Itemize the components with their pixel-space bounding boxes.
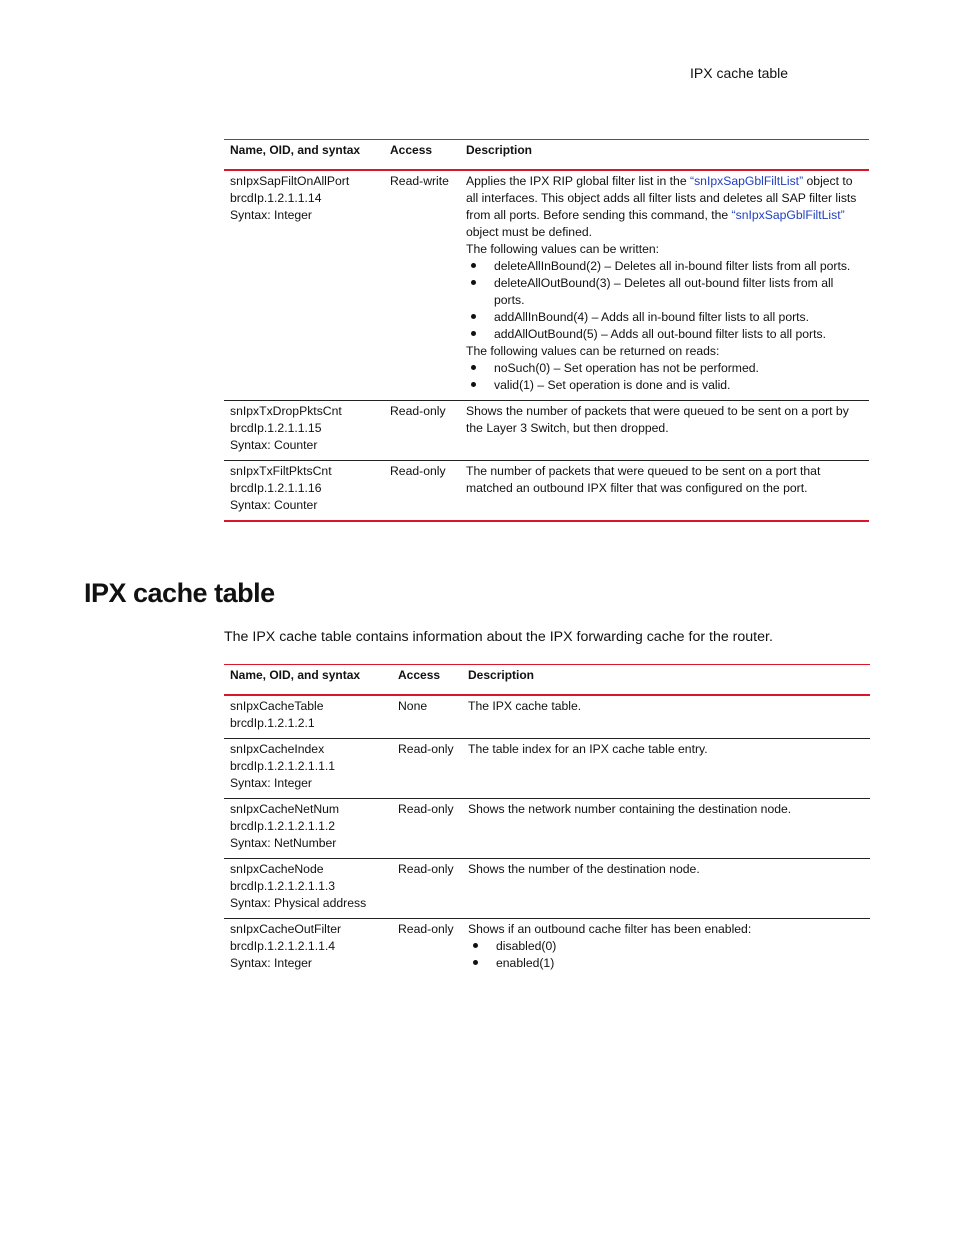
mib-table-ipx-port <box>224 139 869 522</box>
object-syntax: Syntax: Integer <box>230 208 312 222</box>
object-oid: brcdIp.1.2.1.2.1 <box>230 716 315 730</box>
table-row <box>224 799 870 859</box>
written-values-intro: The following values can be written: <box>466 242 660 256</box>
description-cell: Shows the number of packets that were queued to be sent on a port by the Layer 3 Switch, but then dropped. <box>460 401 869 461</box>
object-cell <box>224 170 384 401</box>
object-name: snIpxCacheIndex <box>230 742 325 756</box>
read-values-list <box>466 360 863 394</box>
access-cell: Read-only <box>392 859 462 919</box>
object-syntax: Syntax: NetNumber <box>230 836 337 850</box>
description-cell: The table index for an IPX cache table entry. <box>462 739 870 799</box>
table-header-row <box>224 140 869 171</box>
list-item: valid(1) – Set operation is done and is valid. <box>466 377 863 394</box>
table-row <box>224 170 869 401</box>
table-header-row <box>224 665 870 696</box>
table-row <box>224 919 870 979</box>
description-cell: Shows the network number containing the destination node. <box>462 799 870 859</box>
object-name: snIpxSapFiltOnAllPort <box>230 174 350 188</box>
object-cell <box>224 739 392 799</box>
column-header-name: Name, OID, and syntax <box>224 140 384 171</box>
object-cell <box>224 461 384 522</box>
object-syntax: Syntax: Counter <box>230 438 318 452</box>
list-item: noSuch(0) – Set operation has not be performed. <box>466 360 863 377</box>
access-cell: Read-only <box>392 739 462 799</box>
object-name: snIpxTxFiltPktsCnt <box>230 464 332 478</box>
object-oid: brcdIp.1.2.1.2.1.1.1 <box>230 759 336 773</box>
object-oid: brcdIp.1.2.1.1.15 <box>230 421 322 435</box>
table-row <box>224 859 870 919</box>
description-cell <box>462 919 870 979</box>
object-cell <box>224 859 392 919</box>
object-cell <box>224 919 392 979</box>
section-intro: The IPX cache table contains information about the IPX forwarding cache for the router. <box>224 629 773 645</box>
description-text: Shows if an outbound cache filter has been enabled: <box>468 922 752 936</box>
object-oid: brcdIp.1.2.1.2.1.1.4 <box>230 939 336 953</box>
link-snipxsapgblfiltlist[interactable]: “snIpxSapGblFiltList” <box>690 174 804 188</box>
object-cell <box>224 401 384 461</box>
column-header-description: Description <box>462 665 870 696</box>
object-oid: brcdIp.1.2.1.1.16 <box>230 481 322 495</box>
object-name: snIpxTxDropPktsCnt <box>230 404 342 418</box>
list-item: deleteAllOutBound(3) – Deletes all out-bound filter lists from all ports. <box>466 275 863 309</box>
column-header-description: Description <box>460 140 869 171</box>
table-row <box>224 739 870 799</box>
object-cell <box>224 695 392 739</box>
description-cell: The number of packets that were queued to be sent on a port that matched an outbound IPX filter that was configured on the port. <box>460 461 869 522</box>
table-row <box>224 695 870 739</box>
object-syntax: Syntax: Physical address <box>230 896 367 910</box>
description-cell: Shows the number of the destination node. <box>462 859 870 919</box>
description-cell: The IPX cache table. <box>462 695 870 739</box>
object-cell <box>224 799 392 859</box>
object-name: snIpxCacheTable <box>230 699 324 713</box>
list-item: enabled(1) <box>468 955 864 972</box>
object-name: snIpxCacheNode <box>230 862 324 876</box>
object-syntax: Syntax: Counter <box>230 498 318 512</box>
object-syntax: Syntax: Integer <box>230 776 312 790</box>
object-syntax: Syntax: Integer <box>230 956 312 970</box>
object-oid: brcdIp.1.2.1.2.1.1.2 <box>230 819 336 833</box>
object-oid: brcdIp.1.2.1.1.14 <box>230 191 322 205</box>
mib-table-ipx-cache <box>224 664 870 978</box>
table-row <box>224 461 869 522</box>
written-values-list <box>466 258 863 343</box>
column-header-access: Access <box>384 140 460 171</box>
table-row <box>224 401 869 461</box>
access-cell: None <box>392 695 462 739</box>
list-item: addAllOutBound(5) – Adds all out-bound filter lists to all ports. <box>466 326 863 343</box>
access-cell: Read-write <box>384 170 460 401</box>
description-text: Applies the IPX RIP global filter list in the “snIpxSapGblFiltList” object to all interfaces. This object adds all filter lists and deletes all SAP filter lists from all ports. Before sending this command, the “snIpxSapGblFiltList” object must be defined. <box>466 174 857 239</box>
object-oid: brcdIp.1.2.1.2.1.1.3 <box>230 879 336 893</box>
access-cell: Read-only <box>398 922 454 936</box>
list-item: deleteAllInBound(2) – Deletes all in-bound filter lists from all ports. <box>466 258 863 275</box>
object-name: snIpxCacheOutFilter <box>230 922 342 936</box>
access-cell: Read-only <box>384 461 460 522</box>
section-heading: IPX cache table <box>84 578 275 608</box>
list-item: addAllInBound(4) – Adds all in-bound filter lists to all ports. <box>466 309 863 326</box>
list-item: disabled(0) <box>468 938 864 955</box>
column-header-access: Access <box>392 665 462 696</box>
access-cell: Read-only <box>392 799 462 859</box>
access-cell: Read-only <box>384 401 460 461</box>
read-values-intro: The following values can be returned on reads: <box>466 344 720 358</box>
running-header: IPX cache table <box>690 65 789 81</box>
filter-values-list <box>468 938 864 972</box>
link-snipxsapgblfiltlist-2[interactable]: “snIpxSapGblFiltList” <box>731 208 845 222</box>
column-header-name: Name, OID, and syntax <box>224 665 392 696</box>
description-cell <box>460 170 869 401</box>
object-name: snIpxCacheNetNum <box>230 802 340 816</box>
